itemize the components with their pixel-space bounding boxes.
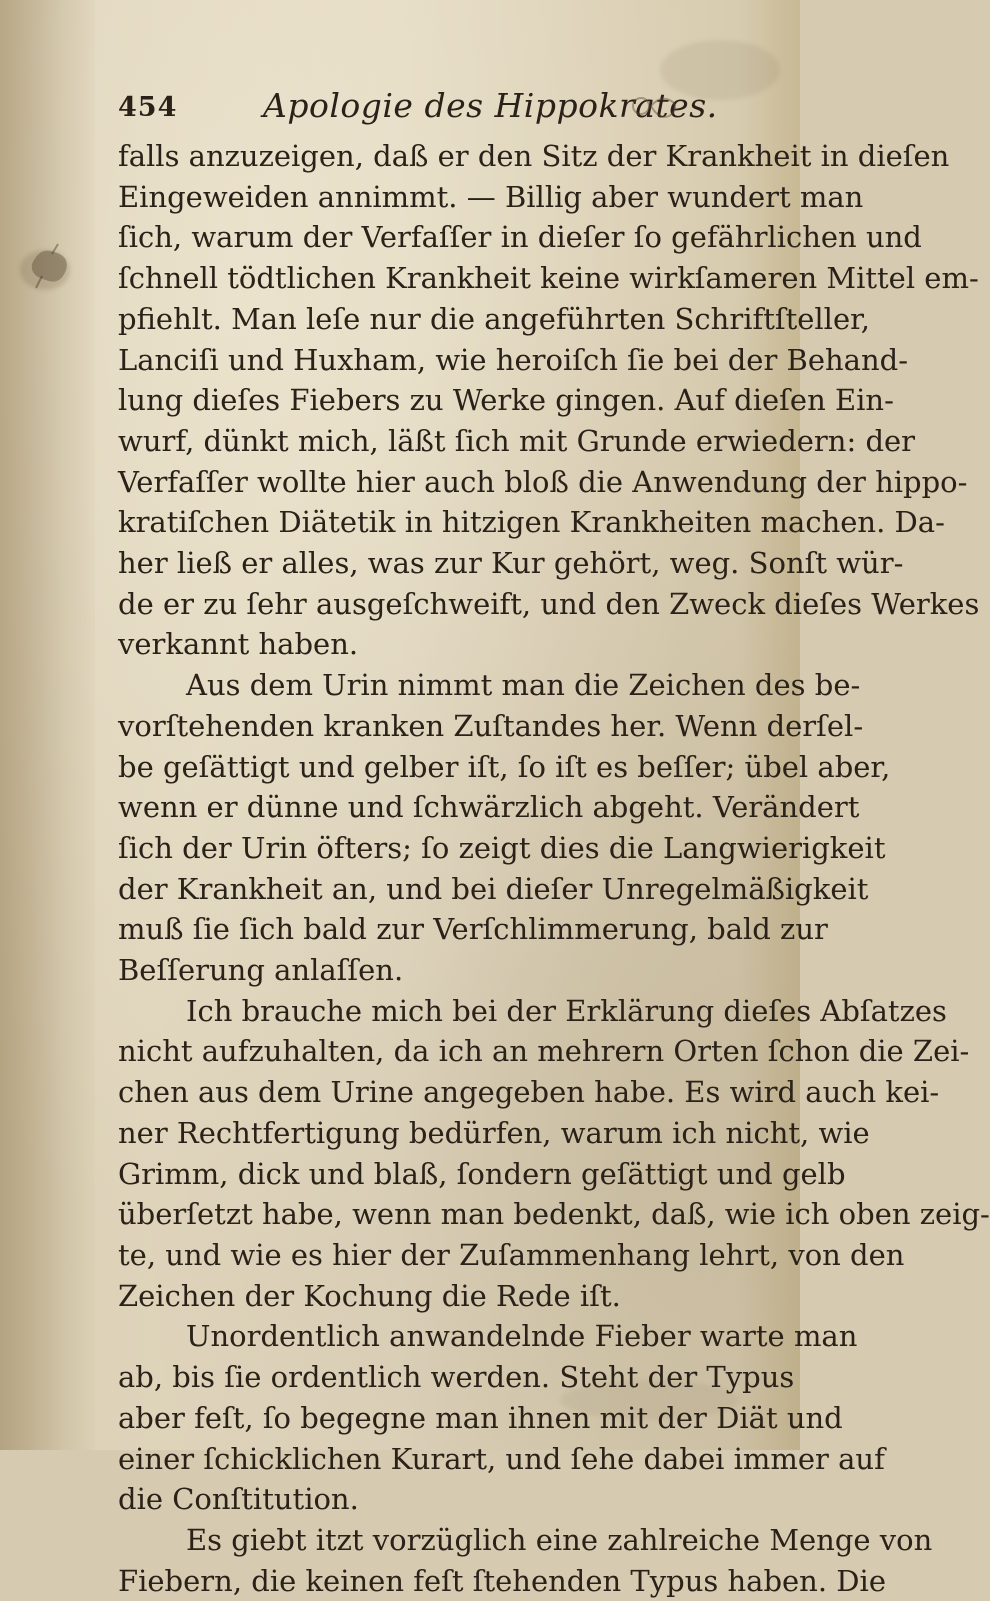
text-line: einer ſchicklichen Kurart, und ſehe dabei immer auf [118, 1441, 885, 1476]
text-line: chen aus dem Urine angegeben habe. Es wird auch kei- [118, 1075, 940, 1110]
page-header [118, 86, 758, 130]
text-line: pfiehlt. Man leſe nur die angeführten Schriftſteller, [118, 301, 871, 336]
text-line: die Conſtitution. [118, 1482, 359, 1517]
text-line: de er zu ſehr ausgeſchweift, und den Zweck dieſes Werkes [118, 586, 980, 621]
text-line: nicht aufzuhalten, da ich an mehrern Orten ſchon die Zei- [118, 1034, 970, 1069]
text-line: Lanciſi und Huxham, wie heroiſch ſie bei der Behand- [118, 342, 909, 377]
text-line: der Krankheit an, und bei dieſer Unregelmäßigkeit [118, 871, 869, 906]
text-line: vorſtehenden kranken Zuſtandes her. Wenn derſel- [118, 708, 864, 743]
text-line: wenn er dünne und ſchwärzlich abgeht. Verändert [118, 790, 860, 825]
margin-smudge-icon [22, 236, 80, 294]
text-line: Verfaſſer wollte hier auch bloß die Anwendung der hippo- [118, 464, 968, 499]
text-line: muß ſie ſich bald zur Verſchlimmerung, bald zur [118, 912, 828, 947]
page-gutter-shadow [0, 0, 95, 1450]
text-line: kratiſchen Diätetik in hitzigen Krankheiten machen. Da- [118, 505, 945, 540]
paragraph-start-line: Unordentlich anwandelnde Fieber warte man [186, 1319, 858, 1354]
text-line: überſetzt habe, wenn man bedenkt, daß, wie ich oben zeig- [118, 1197, 990, 1232]
text-line: te, und wie es hier der Zuſammenhang lehrt, von den [118, 1237, 905, 1272]
text-line: ab, bis ſie ordentlich werden. Steht der Typus [118, 1360, 795, 1395]
text-line: lung dieſes Fiebers zu Werke gingen. Auf dieſen Ein- [118, 383, 894, 418]
paragraph-start-line: Ich brauche mich bei der Erklärung dieſes Abſatzes [186, 993, 947, 1028]
text-line: Eingeweiden annimmt. — Billig aber wundert man [118, 179, 864, 214]
text-line: ner Rechtfertigung bedürfen, warum ich nicht, wie [118, 1115, 870, 1150]
running-title: Apologie des Hippokrates. [263, 86, 718, 125]
text-line: Zeichen der Kochung die Rede iſt. [118, 1278, 621, 1313]
text-line: ſich, warum der Verfaſſer in dieſer ſo gefährlichen und [118, 220, 922, 255]
paragraph-start-line: Aus dem Urin nimmt man die Zeichen des be- [186, 668, 861, 703]
text-line: ſchnell tödtlichen Krankheit keine wirkſameren Mittel em- [118, 261, 979, 296]
page-number: 454 [118, 92, 178, 123]
text-line: wurf, dünkt mich, läßt ſich mit Grunde erwiedern: der [118, 423, 916, 458]
text-line: ſich der Urin öfters; ſo zeigt dies die Langwierigkeit [118, 830, 886, 865]
text-line: aber feſt, ſo begegne man ihnen mit der Diät und [118, 1400, 843, 1435]
text-line: Fiebern, die keinen feſt ſtehenden Typus haben. Die [118, 1563, 886, 1598]
text-line: Grimm, dick und blaß, ſondern geſättigt und gelb [118, 1156, 846, 1191]
body-text [118, 136, 990, 1601]
text-line: falls anzuzeigen, daß er den Sitz der Krankheit in dieſen [118, 139, 950, 173]
text-line: her ließ er alles, was zur Kur gehört, weg. Sonſt wür- [118, 546, 904, 581]
text-line: verkannt haben. [118, 627, 359, 662]
text-line: Beſſerung anlaſſen. [118, 953, 404, 988]
printer-ornament-icon [623, 88, 683, 124]
paragraph-start-line: Es giebt itzt vorzüglich eine zahlreiche Menge von [186, 1522, 933, 1557]
text-line: be geſättigt und gelber iſt, ſo iſt es beſſer; übel aber, [118, 749, 891, 784]
